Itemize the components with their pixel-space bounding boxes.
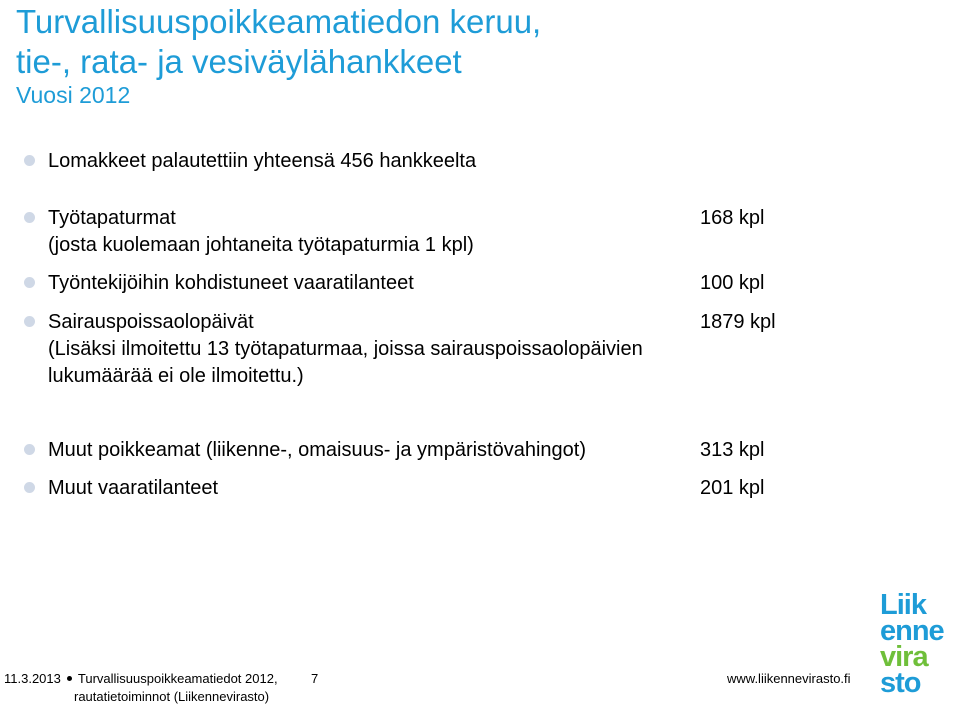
item-value: 1879 kpl xyxy=(700,311,776,333)
logo-line: Liik xyxy=(880,589,926,621)
bullet-icon xyxy=(24,212,35,223)
item-note: (josta kuolemaan johtaneita työtapaturmia 1 kpl) xyxy=(48,234,474,256)
item-note: (Lisäksi ilmoitettu 13 työtapaturmaa, joissa sairauspoissaolopäivien xyxy=(48,338,643,360)
item-text: Työntekijöihin kohdistuneet vaaratilanteet xyxy=(48,272,414,294)
bullet-icon xyxy=(24,277,35,288)
footer-date: 11.3.2013 xyxy=(4,671,61,686)
item-text: Lomakkeet palautettiin yhteensä 456 hankkeelta xyxy=(48,150,477,172)
item-note: lukumäärää ei ole ilmoitettu.) xyxy=(48,365,304,387)
title-line-2: tie-, rata- ja vesiväylähankkeet xyxy=(16,43,462,80)
logo-line: vira xyxy=(880,641,928,673)
logo-line: sto xyxy=(880,667,921,699)
item-text: Työtapaturmat xyxy=(48,207,176,229)
logo-line: enne xyxy=(880,615,944,647)
item-value: 201 kpl xyxy=(700,477,765,499)
item-value: 168 kpl xyxy=(700,207,765,229)
bullet-icon xyxy=(24,482,35,493)
item-text: Muut poikkeamat (liikenne-, omaisuus- ja ympäristövahingot) xyxy=(48,439,587,461)
item-value: 100 kpl xyxy=(700,272,765,294)
title-line-1: Turvallisuuspoikkeamatiedon keruu, xyxy=(16,3,542,40)
item-value: 313 kpl xyxy=(700,439,765,461)
page-title xyxy=(16,2,916,82)
footer-text-line-1: Turvallisuuspoikkeamatiedot 2012, xyxy=(77,671,278,686)
page-subtitle: Vuosi 2012 xyxy=(16,82,131,108)
footer-text-line-2: rautatietoiminnot (Liikennevirasto) xyxy=(74,689,270,704)
bullet-icon xyxy=(24,444,35,455)
footer-url: www.liikennevirasto.fi xyxy=(727,671,851,686)
footer-page-number: 7 xyxy=(311,671,319,686)
footer-date-text xyxy=(4,670,278,687)
bullet-icon xyxy=(24,316,35,327)
liikennevirasto-logo xyxy=(880,589,954,699)
bullet-icon xyxy=(24,155,35,166)
footer-bullet-icon xyxy=(67,676,72,681)
item-text: Sairauspoissaolopäivät xyxy=(48,311,254,333)
item-text: Muut vaaratilanteet xyxy=(48,477,219,499)
